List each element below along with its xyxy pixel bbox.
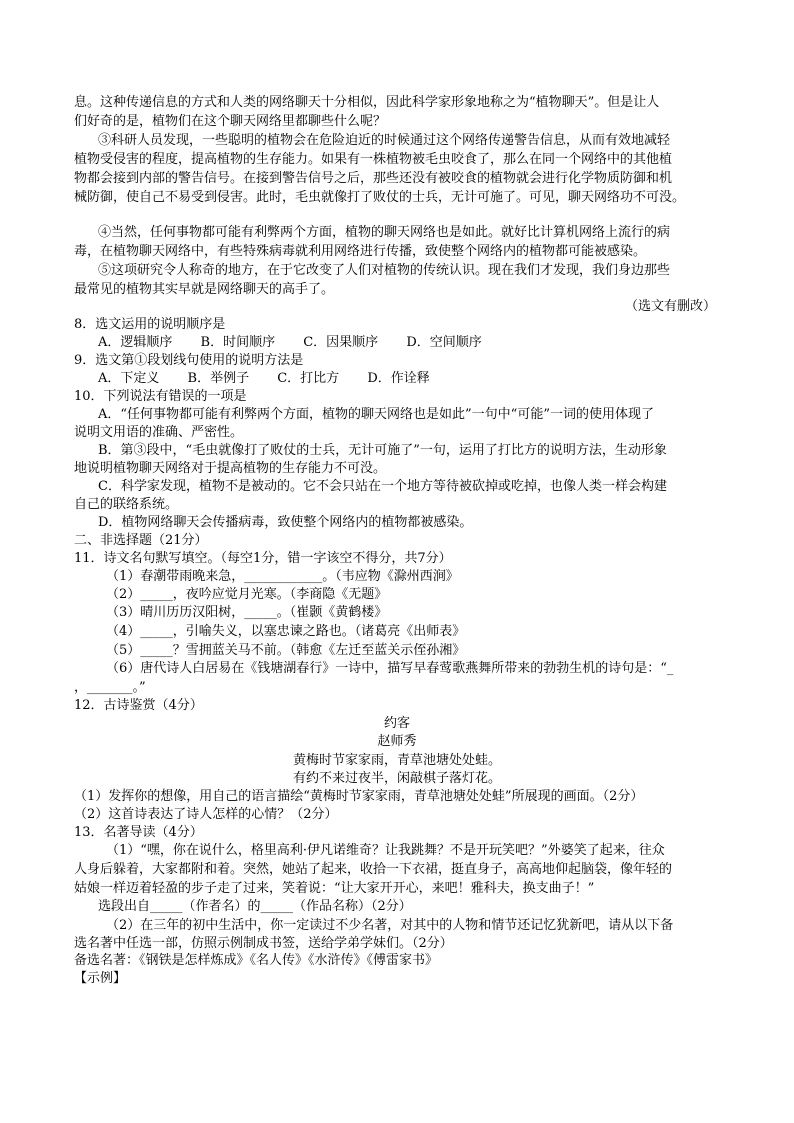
passage-line: 息。这种传递信息的方式和人类的网络聊天十分相似，因此科学家形象地称之为“植物聊天”。但是让人 <box>74 95 660 110</box>
fill-item: 选段出自_____（作者名）的_____（作品名称）（2分） <box>98 899 412 914</box>
fill-item: （5）_____？雪拥蓝关马不前。（韩愈《左迁至蓝关示侄孙湘》 <box>106 643 466 658</box>
option-c: C．科学家发现，植物不是被动的。它不会只站在一个地方等待被砍掉或吃掉，也像人类一样会构建 <box>98 479 667 494</box>
option-b: B．第③段中，“毛虫就像打了败仗的士兵，无计可施了”一句，运用了打比方的说明方法，生动形象 <box>98 443 667 458</box>
example-label: 【示例】 <box>74 971 127 986</box>
fill-item: （1）春潮带雨晚来急，____________。（韦应物《滁州西涧》 <box>106 569 459 584</box>
candidate-books: 备选名著：《钢铁是怎样炼成》《名人传》《水浒传》《傅雷家书》 <box>74 953 439 968</box>
question-stem: 12．古诗鉴赏（4分） <box>74 698 203 713</box>
excerpt-line: 姑娘一样迈着轻盈的步子走了过来，笑着说：“让大家开开心，来吧！雅科夫，换支曲子！” <box>74 881 595 896</box>
question-stem: 10．下列说法有错误的一项是 <box>74 389 247 404</box>
fill-item: （6）唐代诗人白居易在《钱塘湖春行》一诗中，描写早春莺歌燕舞所带来的勃勃生机的诗句是：“_ <box>106 661 674 676</box>
question-stem: 9．选文第①段划线句使用的说明方法是 <box>74 353 304 368</box>
source-note: （选文有删改） <box>624 299 716 314</box>
fill-item: （3）晴川历历汉阳树，_____。（崔颢《黄鹤楼》 <box>106 605 388 620</box>
option-a: A．“任何事物都可能有利弊两个方面，植物的聊天网络也是如此”一句中“可能”一词的使用体现了 <box>98 407 654 422</box>
fill-item-cont: ，_______。” <box>74 680 146 695</box>
question-stem: 8．选文运用的说明顺序是 <box>74 317 226 332</box>
excerpt-line: （1）“嘿，你在说什么，格里高利·伊凡诺维奇？让我跳舞？不是开玩笑吧？”外婆笑了起来，往众 <box>106 843 665 858</box>
passage-line: 最常见的植物其实早就是网络聊天的高手了。 <box>74 282 335 297</box>
passage-line: 们好奇的是，植物们在这个聊天网络里都聊些什么呢？ <box>74 114 387 129</box>
sub-question: （2）在三年的初中生活中，你一定读过不少名著，对其中的人物和情节还记忆犹新吧，请从以下备 <box>106 918 674 933</box>
sub-question: （1）发挥你的想像，用自己的语言描绘“黄梅时节家家雨，青草池塘处处蛙”所展现的画面。（2分） <box>74 789 644 804</box>
passage-line: 物都会接到内部的警告信号。在接到警告信号之后，那些还没有被咬食的植物就会进行化学物质防御和机 <box>74 171 673 186</box>
passage-line: ⑤这项研究令人称奇的地方，在于它改变了人们对植物的传统认识。现在我们才发现，我们身边那些 <box>98 263 671 278</box>
fill-item: （2）_____，夜吟应觉月光寒。（李商隐《无题》 <box>106 587 388 602</box>
passage-line: 械防御，使自己不易受到侵害。此时，毛虫就像打了败仗的士兵，无计可施了。可见，聊天网络功不可没。 <box>74 190 686 205</box>
sub-question: （2）这首诗表达了诗人怎样的心情？（2分） <box>74 807 338 822</box>
option-d: D．作诠释 <box>367 371 430 386</box>
option-b-cont: 地说明植物聊天网络对于提高植物的生存能力不可没。 <box>74 461 387 476</box>
option-d: D．植物网络聊天会传播病毒，致使整个网络内的植物都被感染。 <box>98 515 473 530</box>
poem-title: 约客 <box>383 716 410 731</box>
excerpt-line: 人身后躲着，大家都附和着。突然，她站了起来，收拾一下衣裙，挺直身子，高高地仰起脑袋，像年轻的 <box>74 862 673 877</box>
option-c: C．因果顺序 <box>303 335 379 350</box>
option-b: B．举例子 <box>187 371 250 386</box>
option-d: D．空间顺序 <box>406 335 482 350</box>
passage-line: 毒，在植物聊天网络中，有些特殊病毒就利用网络进行传播，致使整个网络内的植物都可能被感染。 <box>74 244 647 259</box>
question-stem: 11．诗文名句默写填空。（每空1分，错一字该空不得分，共7分） <box>74 551 452 566</box>
question-stem: 13．名著导读（4分） <box>74 825 203 840</box>
poem-line: 有约不来过夜半，闲敲棋子落灯花。 <box>292 771 501 786</box>
passage-line: 植物受侵害的程度，提高植物的生存能力。如果有一株植物被毛虫咬食了，那么在同一个网络中的其他植 <box>74 152 673 167</box>
fill-item: （4）_____，引喻失义，以塞忠谏之路也。（诸葛亮《出师表》 <box>106 624 466 639</box>
option-b: B．时间顺序 <box>200 335 276 350</box>
poem-author: 赵师秀 <box>377 734 417 749</box>
passage-line: ④当然，任何事物都可能有利弊两个方面，植物的聊天网络也是如此。就好比计算机网络上流行的病 <box>98 225 671 240</box>
passage-line: ③科研人员发现，一些聪明的植物会在危险迫近的时候通过这个网络传递警告信息，从而有效地减轻 <box>98 133 671 148</box>
option-a-cont: 说明文用语的准确、严密性。 <box>74 425 244 440</box>
section-title: 二、非选择题（21分） <box>74 533 208 548</box>
sub-question-cont: 选名著中任选一部，仿照示例制成书签，送给学弟学妹们。（2分） <box>74 936 453 951</box>
option-a: A．下定义 <box>98 371 160 386</box>
options-row <box>98 334 506 352</box>
option-c-cont: 自己的联络系统。 <box>74 497 179 512</box>
option-a: A．逻辑顺序 <box>98 335 173 350</box>
poem-line: 黄梅时节家家雨，青草池塘处处蛙。 <box>292 753 501 768</box>
options-row <box>98 370 454 388</box>
option-c: C．打比方 <box>277 371 340 386</box>
